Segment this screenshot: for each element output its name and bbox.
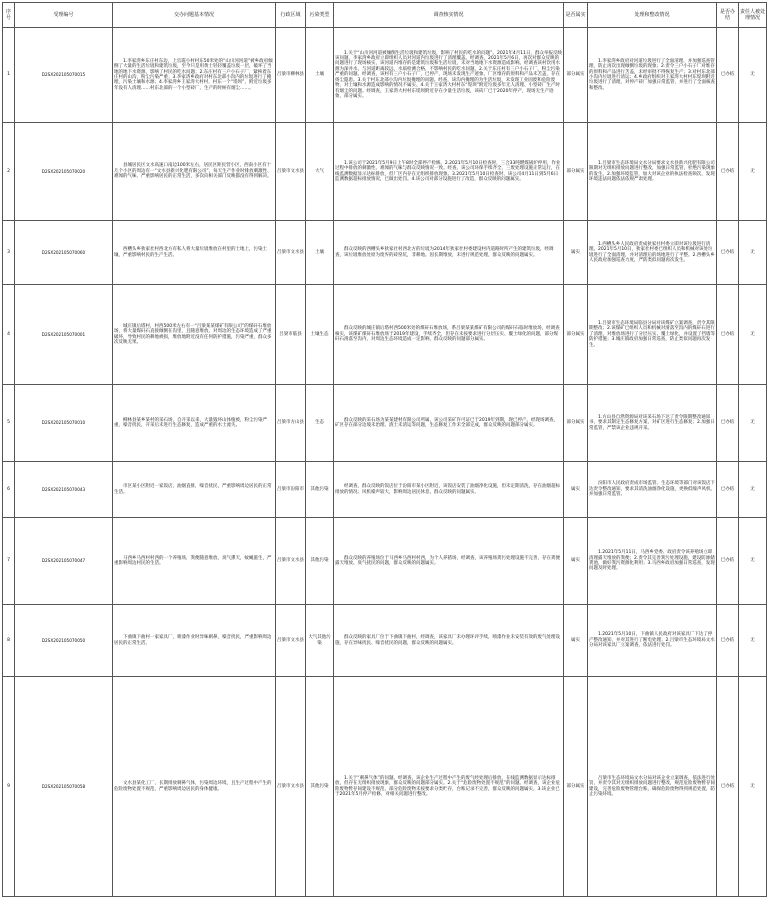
header-pollution-type: 污染类型 bbox=[306, 3, 334, 28]
row-done: 已办结 bbox=[717, 28, 739, 123]
row-done: 已办结 bbox=[717, 285, 739, 385]
row-code: D2SX202105070010 bbox=[15, 385, 113, 462]
row-verified: 部分属实 bbox=[564, 28, 588, 123]
row-verified: 属实 bbox=[564, 221, 588, 285]
row-pollution-type: 土壤 bbox=[306, 221, 334, 285]
row-verified: 属实 bbox=[564, 605, 588, 677]
header-code: 受理编号 bbox=[15, 3, 113, 28]
row-done: 已办结 bbox=[717, 123, 739, 221]
row-code: D2SX202105070058 bbox=[15, 677, 113, 897]
row-region: 吕梁市柳林县 bbox=[276, 28, 306, 123]
row-responsibility: 无 bbox=[739, 285, 767, 385]
row-pollution-type: 土壤生态 bbox=[306, 285, 334, 385]
row-index: 8 bbox=[3, 605, 15, 677]
row-responsibility: 无 bbox=[739, 518, 767, 605]
row-code: D2SX202105070050 bbox=[15, 605, 113, 677]
row-issue: 文水县某化工厂，长期排放刺鼻气体，污染周边环境，且生产过程中产生的危险废物处置不规范，严重影响周边居民的身体健康。 bbox=[113, 677, 276, 897]
table-row bbox=[3, 285, 767, 385]
row-code: D2SX202105070060 bbox=[15, 221, 113, 285]
row-code: D2SX202105070001 bbox=[15, 285, 113, 385]
row-index: 4 bbox=[3, 285, 15, 385]
row-handling: 汾阳市人民政府责成市场监管、生态环境等部门对该饭店下达责令整改通知，要求其清洗油烟净化设施，更换低噪声风机，并加强日常监管。 bbox=[588, 462, 717, 518]
row-code: D2SX202105070043 bbox=[15, 462, 113, 518]
row-verified: 部分属实 bbox=[564, 285, 588, 385]
table-row bbox=[3, 385, 767, 462]
row-issue: 市区某小区附近一家饭店，油烟直排，噪音扰民，严重影响周边居民的正常生活。 bbox=[113, 462, 276, 518]
row-survey: 群众反映的家具厂位于下曲镇下曲村，经调查，该家具厂未办理环评手续，喷漆作业未安装有效的废气处理设施，存在异味扰民、噪音扰民的问题，群众反映的问题属实。 bbox=[334, 605, 564, 677]
table-row bbox=[3, 677, 767, 897]
row-survey: 1.该公司于2021年5月9日上午8时全部停产检修。2.2021年5月10日检查时，三合33吨燃煤锅炉停用，作业过程中排放的刺激性、难闻的气味与群众反映情况一致。经查，该公司环保手续齐全，三废处理设施正常运行，在线监测数据显示达标排放，但厂区内存在无组织排放现象。3.2021年5月10日检查时，该公司4月11日到5月6日监测数据超标排放情况，已做出处罚。4.该公司对部分设施进行了改造，群众反映的问题属实。 bbox=[334, 123, 564, 221]
row-code: D2SX202105070015 bbox=[15, 28, 113, 123]
row-index: 6 bbox=[3, 462, 15, 518]
row-issue: 1.李家湾乡东庄村东边，上官霞小村村东50米处的“山川河河道”被乡政府倾倒了大量的生活垃圾和建筑垃圾，至今只是用黄土轻轻覆盖垃圾一层，破坏了当地的地下水资源，影响了村民的吃水问题；2.东庄村有三户小石子厂，紧挨着东庄村的山沟，粉尘污染严重；3.李家湾乡政府对村东北部小沟内的垃圾进行了掩埋，污染土壤和水源；4.李家湾乡王家湾大村村，村东一个“堤坝”，附近垃圾多年没有人清理……村东北部的一个小型砖厂，生产的时候有烟尘……。 bbox=[113, 28, 276, 123]
row-responsibility: 无 bbox=[739, 677, 767, 897]
row-region: 吕梁市文水县 bbox=[276, 518, 306, 605]
row-region: 吕梁市汾阳市 bbox=[276, 462, 306, 518]
row-survey: 群众反映的西槽头乡狄家社村西北方的垃圾为2014年狄家社村委建设村内道路时所产生的建筑垃圾，经调查，该垃圾堆放处原为废弃的砖窑坑，非耕地。因长期堆放，未进行规范处理，群众反映的问题属实。 bbox=[334, 221, 564, 285]
row-verified: 部分属实 bbox=[564, 123, 588, 221]
row-region: 吕梁市文水县 bbox=[276, 677, 306, 897]
header-handling: 处理和整改情况 bbox=[588, 3, 717, 28]
row-issue: 县城居民区文水高速口南边100米左右，居民区距民营小区，西南小区有十几个小区的周边有一“文水县新兴化肥有限公司”，每天生产作业时排放刺激性、难闻的气味，严重影响居民的正常生活，多次向相关部门反映都没有得到解决。 bbox=[113, 123, 276, 221]
row-done: 已办结 bbox=[717, 677, 739, 897]
row-handling: 1.方山县自然资源局对该采石场下达了责令限期整改通知书，要求其制定生态修复方案，对矿区进行生态修复；2.加强日常监管，严禁该企业违规开采。 bbox=[588, 385, 717, 462]
row-code: D2SX202105070047 bbox=[15, 518, 113, 605]
row-index: 9 bbox=[3, 677, 15, 897]
row-handling: 1.吕梁市生态环境局临县分局对该煤矿立案调查，责令其限期整改；2.该煤矿已组织人员和机械对滑落至沟内的煤矸石进行了清理，对堆放场进行了分层压实、覆土绿化，并设置了挡墙等防护措施；3.城庄镇政府加强日常巡查，防止类似问题再次发生。 bbox=[588, 285, 717, 385]
row-handling: 1.李家湾乡政府对河道垃圾进行了全面清理，并加强巡查管理，防止再次出现倾倒垃圾的现象；2.责令三户小石子厂对堆存的原料和产品进行苫盖，未经审批不得恢复生产；3.对村东北部小沟内垃圾进行清运；4.乡政府组织对王家湾大村村东堤坝附近垃圾进行了清理，对停产砖厂加强日常监管，并进行了全面核查和整改。 bbox=[588, 28, 717, 123]
row-done: 已办结 bbox=[717, 221, 739, 285]
row-responsibility: 无 bbox=[739, 385, 767, 462]
row-pollution-type: 土壤 bbox=[306, 28, 334, 123]
row-responsibility: 无 bbox=[739, 28, 767, 123]
row-issue: 下曲镇下曲村一家家具厂，喷漆作业时异味刺鼻，噪音扰民，严重影响周边居民的正常生活。 bbox=[113, 605, 276, 677]
row-handling: 吕梁市生态环境局文水分局对该企业立案调查，依法进行处罚，并责令其对无组织排放问题进行整改，规范危险废物暂存间建设，完善危险废物管理台账，确保危险废物得到规范处置，防止污染环境。 bbox=[588, 677, 717, 897]
row-index: 2 bbox=[3, 123, 15, 221]
row-pollution-type: 大气 bbox=[306, 123, 334, 221]
row-region: 吕梁市临县 bbox=[276, 285, 306, 385]
row-pollution-type: 其他污染 bbox=[306, 518, 334, 605]
header-done: 是否办结 bbox=[717, 3, 739, 28]
row-survey: 群众反映的城庄镇后塔村西500米处的煤矸石堆放场，系吕梁某某煤矿有限公司的煤矸石临时堆放场，经调查核实，该煤矿煤矸石堆放场于2019年建设，手续齐全，但存在未按要求进行分层压实、覆土绿化的问题，部分煤矸石滑落至沟内，对周边生态环境造成一定影响，群众反映的问题部分属实。 bbox=[334, 285, 564, 385]
row-handling: 1.西槽头乡人民政府责成狄家社村委立即对该垃圾进行清理。2021年5月10日，狄家社村委已组织人员和机械对该处垃圾进行了全面清理，并对清理后的场地进行了平整。2.西槽头乡人民政府加强巡查力度，严防类似问题再次发生。 bbox=[588, 221, 717, 285]
row-done: 已办结 bbox=[717, 518, 739, 605]
row-index: 3 bbox=[3, 221, 15, 285]
row-survey: 群众反映的采石场为某某建材有限公司所属，该公司采矿许可证已于2019年到期，现已停产。经现场调查，矿区存在部分边坡未治理、渣土未清运等问题，生态修复工作未全部完成，群众反映的问题部分属实。 bbox=[334, 385, 564, 462]
row-survey: 经调查，群众反映的饭店位于汾阳市某小区附近，该饭店安装了油烟净化设施，但未定期清洗，存在油烟超标排放的情况；风机噪声较大，影响周边居民休息，群众反映的问题属实。 bbox=[334, 462, 564, 518]
row-responsibility: 无 bbox=[739, 462, 767, 518]
row-pollution-type: 生态 bbox=[306, 385, 334, 462]
row-verified: 属实 bbox=[564, 462, 588, 518]
row-code: D2SX202105070020 bbox=[15, 123, 113, 221]
row-issue: 西槽头乡狄家社村西北方有私人将大量垃圾堆放在村里的土地上，污染土壤，严重影响村民的生产生活。 bbox=[113, 221, 276, 285]
row-done: 已办结 bbox=[717, 605, 739, 677]
table-row bbox=[3, 462, 767, 518]
row-issue: 城庄镇后塔村，村西500米左右有一“吕梁某某煤矿有限公司”的煤矸石堆放场，将大量煤矸石直接倾倒在沟里，且随意堆放，对周边的生态环境造成了严重破坏，导致村民的耕地被损，堆放地附近没有任何防护措施，污染严重，群众多次反映无果。 bbox=[113, 285, 276, 385]
row-survey: 1.关于“山川河河道被倾倒生活垃圾和建筑垃圾，影响了村民的吃水的问题”。2021年4月11日，群众举报反映该问题，李家湾乡政府立即组织人员对河道内垃圾进行了清理覆盖。经调查，2021年5月6日，再次对群众反映的问题进行了现场核实，该河道内堆存的是建筑垃圾和生活垃圾，未对当地地下水资源造成影响。经调查该村饮用水源为深井水，与河道距离较远，水质检测合格，不影响村民的吃水问题。2.关于东庄村有三户小石子厂，粉尘污染严重的问题。经调查，该村有三户小石子厂，已停产，现场未发现生产迹象，厂区堆存的原料和产品未苫盖，存在扬尘隐患。3.关于村东北部小沟内垃圾掩埋的问题。经查，该沟内掩埋的为生活垃圾，未发现工业固废和危险废物，对土壤和水源造成影响的情况不属实。4.关于王家湾大村村东“堤坝”附近垃圾多年无人清理、小型砖厂生产时有烟尘的问题。经调查，王家湾大村村东堤坝附近存在少量生活垃圾，该砖厂已于2020年停产，现场无生产迹象，部分属实。 bbox=[334, 28, 564, 123]
row-pollution-type: 大气其他污染 bbox=[306, 605, 334, 677]
header-verified: 是否属实 bbox=[564, 3, 588, 28]
row-responsibility: 无 bbox=[739, 605, 767, 677]
table-row bbox=[3, 518, 767, 605]
table-row bbox=[3, 221, 767, 285]
table-header-row bbox=[3, 3, 767, 28]
row-verified: 部分属实 bbox=[564, 677, 588, 897]
row-responsibility: 无 bbox=[739, 221, 767, 285]
table-row bbox=[3, 123, 767, 221]
row-region: 吕梁市方山县 bbox=[276, 385, 306, 462]
row-region: 吕梁市文水县 bbox=[276, 123, 306, 221]
row-done: 已办结 bbox=[717, 385, 739, 462]
row-region: 吕梁市文水县 bbox=[276, 221, 306, 285]
header-region: 行政区域 bbox=[276, 3, 306, 28]
row-verified: 部分属实 bbox=[564, 385, 588, 462]
row-survey: 1.关于“刺鼻气体”的问题。经调查，该企业生产过程中产生的废气经处理后排放，在线监测数据显示达标排放，但存在无组织排放现象，群众反映的问题部分属实。2.关于“危险废物处置不规范”的问题。经调查，该企业危险废物暂存间建设不规范，部分危险废物未按要求分类贮存，台账记录不完善，群众反映的问题属实。3.该企业已于2021年5月停产检修，对相关问题进行整改。 bbox=[334, 677, 564, 897]
table-row bbox=[3, 28, 767, 123]
row-region: 吕梁市文水县 bbox=[276, 605, 306, 677]
row-index: 5 bbox=[3, 385, 15, 462]
header-index: 序号 bbox=[3, 3, 15, 28]
header-issue: 交办问题基本情况 bbox=[113, 3, 276, 28]
row-responsibility: 无 bbox=[739, 123, 767, 221]
row-issue: 柳林县某乡某村的采石场，自开采以来，大量毁坏山体植被，粉尘污染严重，噪音扰民，开采后未进行生态修复，造成严重的水土流失。 bbox=[113, 385, 276, 462]
row-done: 已办结 bbox=[717, 462, 739, 518]
row-survey: 群众反映的养殖场位于马西乡马西村村西，为个人养猪场，经调查，该养殖场粪污处理设施不完善，存在粪便露天堆放、臭气扰民的问题，群众反映的问题属实。 bbox=[334, 518, 564, 605]
complaint-table bbox=[2, 2, 767, 897]
row-handling: 1.吕梁市生态环境局文水分局要求文水县新兴化肥有限公司限期对无组织排放问题进行整改，加强日常监管，杜绝污染现象的发生。2.加强环境监管，加大对该企业的执法检查频次，发现环境违法问题依法依规严肃处理。 bbox=[588, 123, 717, 221]
table-row bbox=[3, 605, 767, 677]
row-index: 1 bbox=[3, 28, 15, 123]
header-responsibility: 责任人被处理情况 bbox=[739, 3, 767, 28]
row-handling: 1.2021年5月10日，下曲镇人民政府对该家具厂下达了停产整改通知，并对其进行了断电处理；2.吕梁市生态环境局文水分局对该家具厂立案调查，依法进行处罚。 bbox=[588, 605, 717, 677]
row-index: 7 bbox=[3, 518, 15, 605]
row-issue: 马西乡马西村村西的一个养殖场，粪便随意堆放，臭气熏天，蚊蝇滋生，严重影响周边村民的生活。 bbox=[113, 518, 276, 605]
row-verified: 属实 bbox=[564, 518, 588, 605]
row-handling: 1.2021年5月11日，马西乡党委、政府责令该养殖场立即清理露天堆放的粪便；2.责令其完善粪污处理设施，建设防渗储粪池，做好粪污资源化利用；3.马西乡政府加强日常巡查，发现问题及时处理。 bbox=[588, 518, 717, 605]
header-survey: 调查核实情况 bbox=[334, 3, 564, 28]
row-pollution-type: 其他污染 bbox=[306, 677, 334, 897]
row-pollution-type: 其他污染 bbox=[306, 462, 334, 518]
